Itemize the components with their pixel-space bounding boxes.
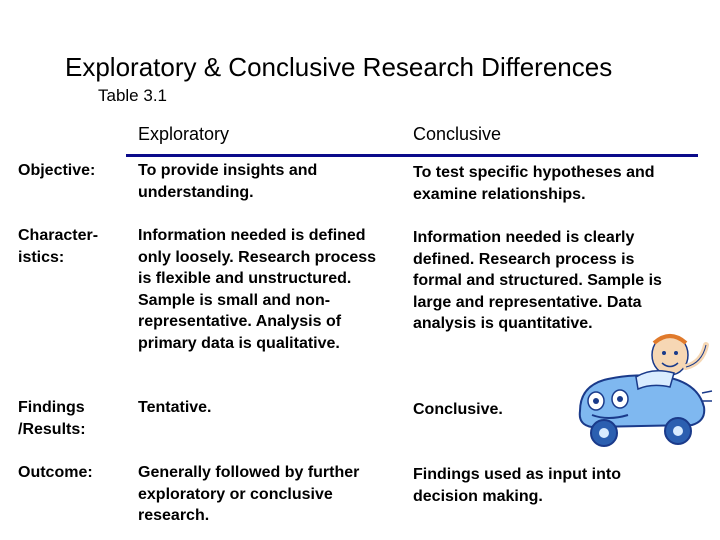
column-header-conclusive: Conclusive: [413, 124, 502, 144]
row-label-findings: Findings /Results:: [18, 399, 86, 438]
slide-title: Exploratory & Conclusive Research Differences: [65, 52, 613, 82]
row-label-objective: Objective:: [18, 162, 96, 179]
cell-characteristics-conclusive: Information needed is clearly defined. Research process is formal and structured. Sample is large and representative. Data analysis is quantitative.: [413, 229, 662, 332]
cell-findings-conclusive: Conclusive.: [413, 401, 503, 418]
table-caption: Table 3.1: [98, 86, 167, 105]
header-divider: [126, 154, 698, 157]
row-label-outcome: Outcome:: [18, 464, 93, 481]
row-label-characteristics: Character- istics:: [18, 227, 99, 266]
cartoon-car-driver-icon: [574, 333, 714, 451]
cell-outcome-conclusive: Findings used as input into decision making.: [413, 466, 621, 505]
cell-findings-exploratory: Tentative.: [138, 399, 212, 416]
cell-objective-conclusive: To test specific hypotheses and examine relationships.: [413, 164, 655, 203]
cell-objective-exploratory: To provide insights and understanding.: [138, 162, 318, 201]
cell-outcome-exploratory: Generally followed by further exploratory or conclusive research.: [138, 464, 360, 524]
cell-characteristics-exploratory: Information needed is defined only loosely. Research process is flexible and unstructured. Sample is small and non- representative. Analysis of primary data is qualitative.: [138, 227, 377, 352]
column-header-exploratory: Exploratory: [138, 124, 230, 144]
